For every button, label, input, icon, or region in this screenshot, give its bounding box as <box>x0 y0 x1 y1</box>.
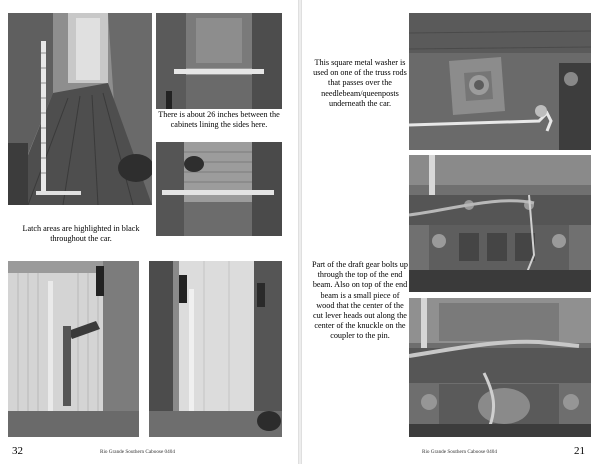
right-page <box>302 0 600 464</box>
page-number-left: 32 <box>12 445 23 457</box>
photo-draft-gear-top <box>409 155 591 292</box>
caption-square-washer: This square metal washer is used on one of the truss rods that passes over the needlebeam/queenposts underneath the car. <box>313 58 407 108</box>
running-footer-right: Rio Grande Southern Caboose 0404 <box>422 449 497 455</box>
photo-square-washer <box>409 13 591 150</box>
photo-door-latch <box>149 261 282 437</box>
left-page <box>0 0 298 464</box>
caption-latch-areas: Latch areas are highlighted in black throughout the car. <box>22 224 140 244</box>
photo-cabinets-top <box>156 13 282 109</box>
caption-draft-gear: Part of the draft gear bolts up through the top of the end beam. Also on top of the end beam is a small piece of wood that the center of the cut lever heads out along the center of the knuckle on the coupler to the pin. <box>312 260 408 341</box>
page-number-right: 21 <box>574 445 585 457</box>
caption-cabinet-spacing: There is about 26 inches between the cabinets lining the sides here. <box>158 110 280 130</box>
photo-cabinets-bottom <box>156 142 282 236</box>
photo-coupler <box>409 298 591 437</box>
running-footer-left: Rio Grande Southern Caboose 0404 <box>100 449 175 455</box>
photo-aisle-measuring-stick <box>8 13 152 205</box>
photo-cabinet-latch-left <box>8 261 139 437</box>
